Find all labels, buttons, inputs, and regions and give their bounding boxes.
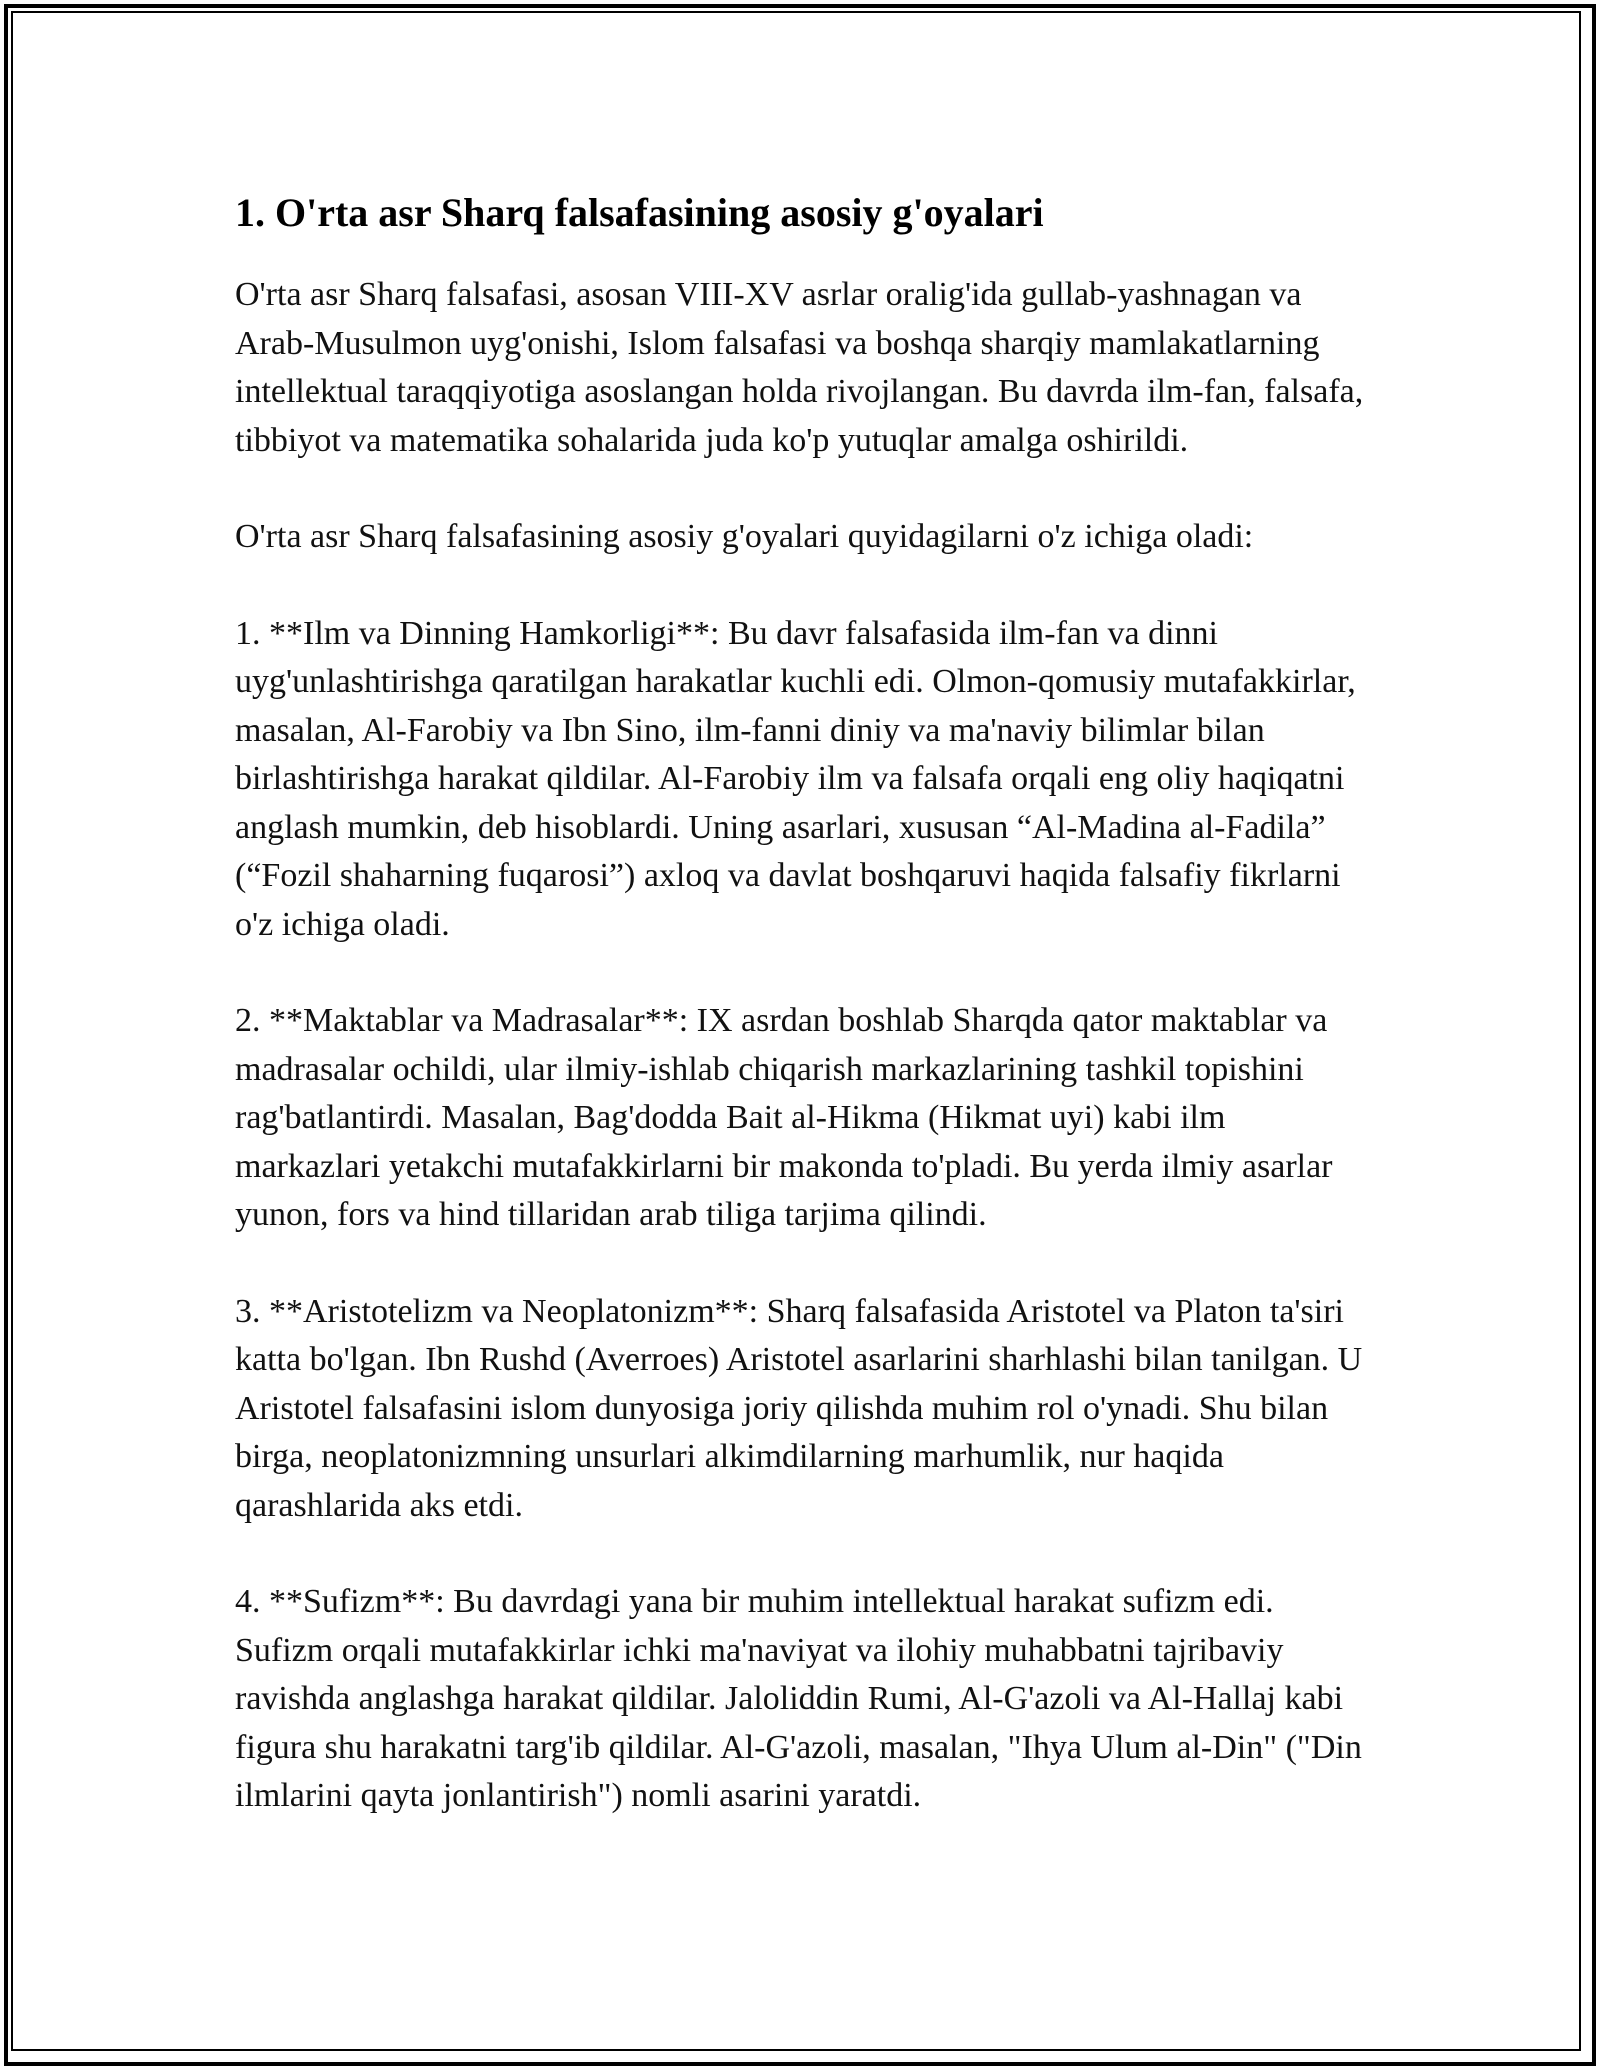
section-heading: 1. O'rta asr Sharq falsafasining asosiy g'oyalari xyxy=(235,190,1044,235)
point-4-paragraph: 4. **Sufizm**: Bu davrdagi yana bir muhim intellektual harakat sufizm edi. Sufizm orqali mutafakkirlar ichki ma'naviyat va ilohiy muhabbatni tajribaviy ravishda anglashga harakat qildilar. Jaloliddin Rumi, Al-G'azoli va Al-Hallaj kabi figura shu harakatni targ'ib qildilar. Al-G'azoli, masalan, "Ihya Ulum al-Din" ("Din ilmlarini qayta jonlantirish") nomli asarini yaratdi. xyxy=(235,1583,1362,1814)
document-body xyxy=(235,185,1375,1869)
intro-paragraph: O'rta asr Sharq falsafasi, asosan VIII-XV asrlar oralig'ida gullab-yashnagan va Arab-Musulmon uyg'onishi, Islom falsafasi va boshqa sharqiy mamlakatlarning intellektual taraqqiyotiga asoslangan holda rivojlangan. Bu davrda ilm-fan, falsafa, tibbiyot va matematika sohalarida juda ko'p yutuqlar amalga oshirildi. xyxy=(235,276,1364,459)
point-1-paragraph: 1. **Ilm va Dinning Hamkorligi**: Bu davr falsafasida ilm-fan va dinni uyg'unlashtirishga qaratilgan harakatlar kuchli edi. Olmon-qomusiy mutafakkirlar, masalan, Al-Farobiy va Ibn Sino, ilm-fanni diniy va ma'naviy bilimlar bilan birlashtirishga harakat qildilar. Al-Farobiy ilm va falsafa orqali eng oliy haqiqatni anglash mumkin, deb hisoblardi. Uning asarlari, xususan “Al-Madina al-Fadila” (“Fozil shaharning fuqarosi”) axloq va davlat boshqaruvi haqida falsafiy fikrlarni o'z ichiga oladi. xyxy=(235,614,1356,943)
point-2-paragraph: 2. **Maktablar va Madrasalar**: IX asrdan boshlab Sharqda qator maktablar va madrasalar ochildi, ular ilmiy-ishlab chiqarish markazlarining tashkil topishini rag'batlantirdi. Masalan, Bag'dodda Bait al-Hikma (Hikmat uyi) kabi ilm markazlari yetakchi mutafakkirlarni bir makonda to'pladi. Bu yerda ilmiy asarlar yunon, fors va hind tillaridan arab tiliga tarjima qilindi. xyxy=(235,1002,1333,1233)
lead-in-paragraph: O'rta asr Sharq falsafasining asosiy g'oyalari quyidagilarni o'z ichiga oladi: xyxy=(235,518,1254,555)
point-3-paragraph: 3. **Aristotelizm va Neoplatonizm**: Sharq falsafasida Aristotel va Platon ta'siri katta bo'lgan. Ibn Rushd (Averroes) Aristotel asarlarini sharhlashi bilan tanilgan. U Aristotel falsafasini islom dunyosiga joriy qilishda muhim rol o'ynadi. Shu bilan birga, neoplatonizmning unsurlari alkimdilarning marhumlik, nur haqida qarashlarida aks etdi. xyxy=(235,1292,1363,1524)
